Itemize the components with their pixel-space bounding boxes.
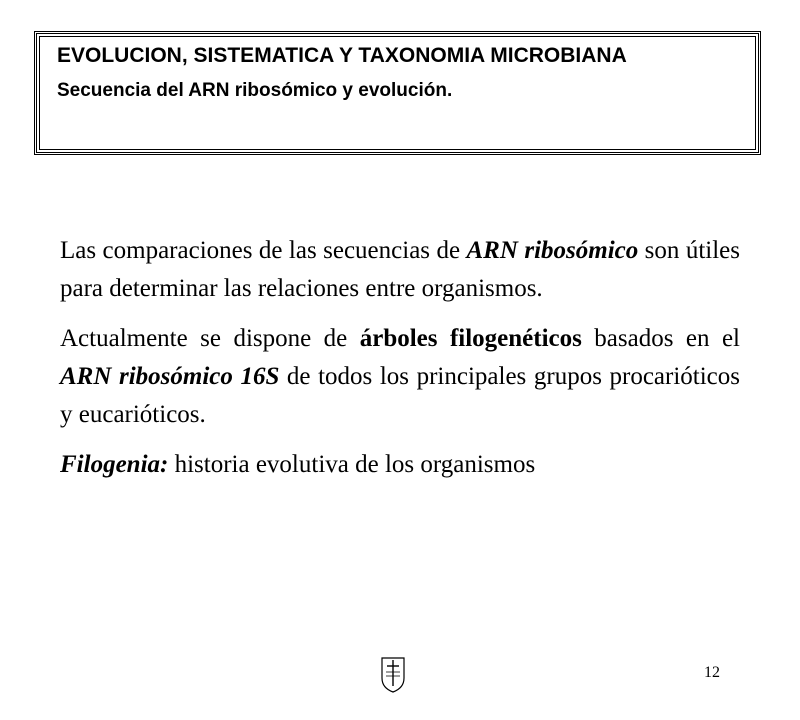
slide-title: EVOLUCION, SISTEMATICA Y TAXONOMIA MICROBIANA — [57, 44, 627, 67]
text-run: historia evolutiva de los organismos — [168, 451, 536, 478]
paragraph-rrna-comparisons — [60, 232, 740, 308]
text-run: de todos los principales grupos procarióticos y eucarióticos. — [60, 363, 741, 428]
slide-subtitle: Secuencia del ARN ribosómico y evolución. — [57, 80, 453, 101]
text-run: son útiles para determinar las relaciones entre organismos. — [60, 237, 740, 302]
text-run: basados en el — [581, 325, 740, 352]
emphasis-arn-ribosomico: ARN ribosómico — [466, 237, 639, 264]
emphasis-arboles-filogeneticos: árboles filogenéticos — [359, 325, 582, 352]
text-run: Actualmente se dispone de — [60, 325, 360, 352]
page-number: 12 — [704, 664, 720, 681]
term-filogenia: Filogenia: — [60, 451, 169, 478]
paragraph-phylogeny-definition — [60, 446, 740, 484]
slide-header-box — [34, 31, 761, 155]
emphasis-arn-16s: ARN ribosómico 16S — [60, 363, 280, 390]
slide-content — [60, 232, 740, 496]
paragraph-phylogenetic-trees — [60, 320, 740, 434]
text-run: Las comparaciones de las secuencias de — [60, 237, 467, 264]
university-crest-icon — [378, 656, 408, 694]
